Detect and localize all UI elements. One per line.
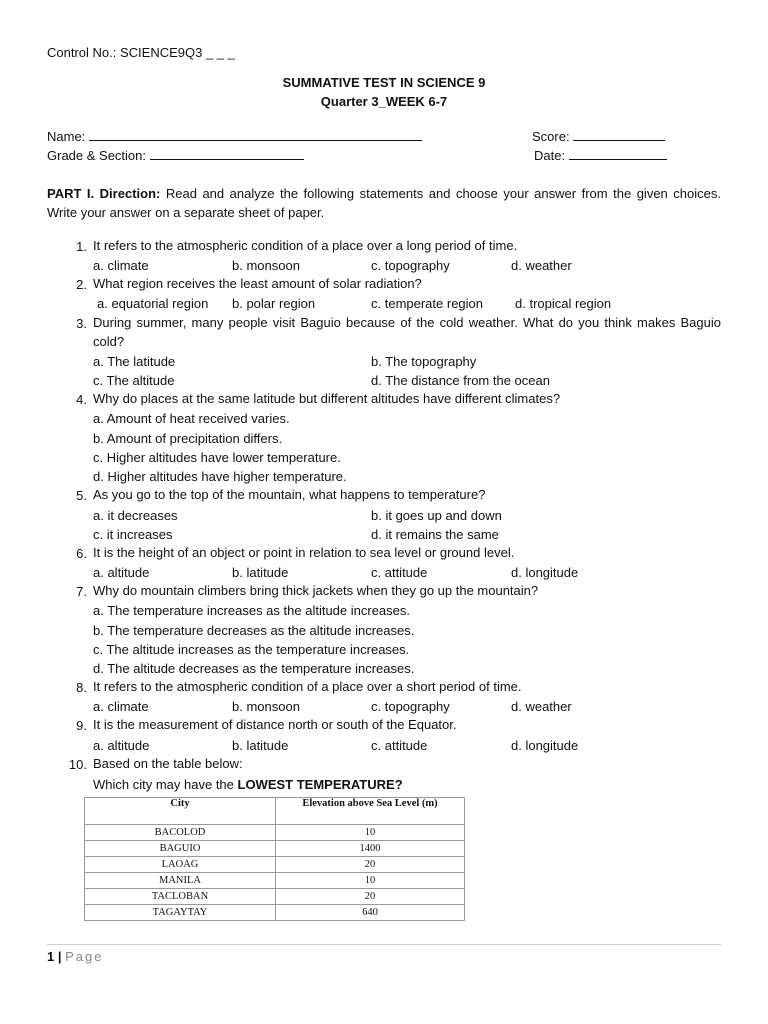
q5-choice-d: d. it remains the same — [371, 527, 499, 542]
q1-choice-c: c. topography — [371, 258, 450, 273]
q4-number: 4. — [76, 392, 87, 407]
q5-choice-c: c. it increases — [93, 527, 173, 542]
part1-label: PART I. Direction: — [47, 186, 161, 201]
q2-number: 2. — [76, 277, 87, 292]
q6-choice-c: c. attitude — [371, 565, 428, 580]
table-cell-elevation: 640 — [276, 905, 465, 921]
q6-choice-d: d. longitude — [511, 565, 579, 580]
q8-choice-c: c. topography — [371, 699, 450, 714]
q7-choice-d: d. The altitude decreases as the temperature increases. — [93, 661, 415, 676]
q9-choice-b: b. latitude — [232, 738, 289, 753]
table-header-row — [85, 798, 465, 825]
q7-text: Why do mountain climbers bring thick jackets when they go up the mountain? — [93, 583, 539, 598]
score-label: Score: — [532, 129, 570, 144]
q10-subtext-plain: Which city may have the — [93, 777, 238, 792]
table-row — [85, 825, 465, 841]
q8-text: It refers to the atmospheric condition of a place over a short period of time. — [93, 679, 522, 694]
q3-choice-b: b. The topography — [371, 354, 477, 369]
table-cell-city: MANILA — [85, 873, 276, 889]
grade-section-field — [47, 147, 304, 164]
q1-text: It refers to the atmospheric condition of a place over a long period of time. — [93, 238, 518, 253]
footer-divider — [47, 944, 721, 945]
q5-choice-b: b. it goes up and down — [371, 508, 502, 523]
q4-choice-c: c. Higher altitudes have lower temperature. — [93, 450, 341, 465]
q3-choice-d: d. The distance from the ocean — [371, 373, 550, 388]
q6-choice-a: a. altitude — [93, 565, 150, 580]
table-row — [85, 873, 465, 889]
table-cell-city: TACLOBAN — [85, 889, 276, 905]
q10-number: 10. — [68, 757, 87, 772]
q10-text: Based on the table below: — [93, 756, 243, 771]
q7-choice-c: c. The altitude increases as the temperature increases. — [93, 642, 410, 657]
page-separator: | — [57, 949, 62, 964]
q5-choice-a: a. it decreases — [93, 508, 178, 523]
table-cell-elevation: 20 — [276, 889, 465, 905]
q4-text: Why do places at the same latitude but different altitudes have different climates? — [93, 391, 561, 406]
control-number: Control No.: SCIENCE9Q3 _ _ _ — [47, 45, 235, 60]
q2-choice-a: a. equatorial region — [97, 296, 209, 311]
q1-number: 1. — [76, 239, 87, 254]
q4-choice-b: b. Amount of precipitation differs. — [93, 431, 283, 446]
q7-choice-a: a. The temperature increases as the altitude increases. — [93, 603, 410, 618]
q4-choice-d: d. Higher altitudes have higher temperature. — [93, 469, 347, 484]
date-label: Date: — [534, 148, 566, 163]
table-cell-elevation: 10 — [276, 873, 465, 889]
table-header-city: City — [85, 798, 276, 825]
q3-choice-a: a. The latitude — [93, 354, 176, 369]
elevation-table — [84, 797, 465, 921]
q2-choice-d: d. tropical region — [515, 296, 612, 311]
q1-choice-b: b. monsoon — [232, 258, 300, 273]
q8-choice-b: b. monsoon — [232, 699, 300, 714]
table-cell-elevation: 1400 — [276, 841, 465, 857]
test-subtitle: Quarter 3_WEEK 6-7 — [320, 94, 448, 109]
grade-section-label: Grade & Section: — [47, 148, 146, 163]
q10-subtext-bold: LOWEST TEMPERATURE? — [237, 777, 403, 792]
page-number: 1 — [47, 949, 55, 964]
name-label: Name: — [47, 129, 86, 144]
date-blank — [569, 147, 667, 160]
q2-choice-c: c. temperate region — [371, 296, 484, 311]
q7-choice-b: b. The temperature decreases as the altitude increases. — [93, 623, 415, 638]
q3-number: 3. — [76, 316, 87, 331]
q5-number: 5. — [76, 488, 87, 503]
table-cell-city: TAGAYTAY — [85, 905, 276, 921]
q4-choice-a: a. Amount of heat received varies. — [93, 411, 290, 426]
table-row — [85, 841, 465, 857]
part1-text: Read and analyze the following statements and choose your answer from the given choices. Write your answer on a separate sheet of paper. — [47, 186, 721, 220]
score-field — [532, 128, 665, 145]
test-title: SUMMATIVE TEST IN SCIENCE 9 — [282, 75, 486, 90]
q8-choice-d: d. weather — [511, 699, 572, 714]
q10-subtext — [93, 777, 403, 793]
table-row — [85, 905, 465, 921]
q8-choice-a: a. climate — [93, 699, 149, 714]
table-row — [85, 889, 465, 905]
q1-choice-a: a. climate — [93, 258, 149, 273]
q9-choice-d: d. longitude — [511, 738, 579, 753]
q2-text: What region receives the least amount of solar radiation? — [93, 276, 422, 291]
table-cell-city: LAOAG — [85, 857, 276, 873]
q9-number: 9. — [76, 718, 87, 733]
table-cell-city: BACOLOD — [85, 825, 276, 841]
part1-direction — [47, 184, 721, 222]
date-field — [534, 147, 667, 164]
page-footer — [47, 949, 104, 964]
name-field — [47, 128, 422, 145]
table-cell-elevation: 20 — [276, 857, 465, 873]
page-label: Page — [65, 949, 104, 964]
q5-text: As you go to the top of the mountain, what happens to temperature? — [93, 487, 486, 502]
q9-choice-a: a. altitude — [93, 738, 150, 753]
q6-number: 6. — [76, 546, 87, 561]
table-cell-elevation: 10 — [276, 825, 465, 841]
name-blank — [89, 128, 422, 141]
q3-choice-c: c. The altitude — [93, 373, 175, 388]
table-cell-city: BAGUIO — [85, 841, 276, 857]
q6-choice-b: b. latitude — [232, 565, 289, 580]
grade-section-blank — [150, 147, 304, 160]
q7-number: 7. — [76, 584, 87, 599]
q9-choice-c: c. attitude — [371, 738, 428, 753]
score-blank — [573, 128, 665, 141]
q1-choice-d: d. weather — [511, 258, 572, 273]
q3-text: During summer, many people visit Baguio because of the cold weather. What do you think makes Baguio cold? — [93, 315, 721, 349]
q9-text: It is the measurement of distance north or south of the Equator. — [93, 717, 457, 732]
q8-number: 8. — [76, 680, 87, 695]
table-header-elevation: Elevation above Sea Level (m) — [276, 798, 465, 825]
q2-choice-b: b. polar region — [232, 296, 316, 311]
q6-text: It is the height of an object or point in relation to sea level or ground level. — [93, 545, 515, 560]
table-row — [85, 857, 465, 873]
